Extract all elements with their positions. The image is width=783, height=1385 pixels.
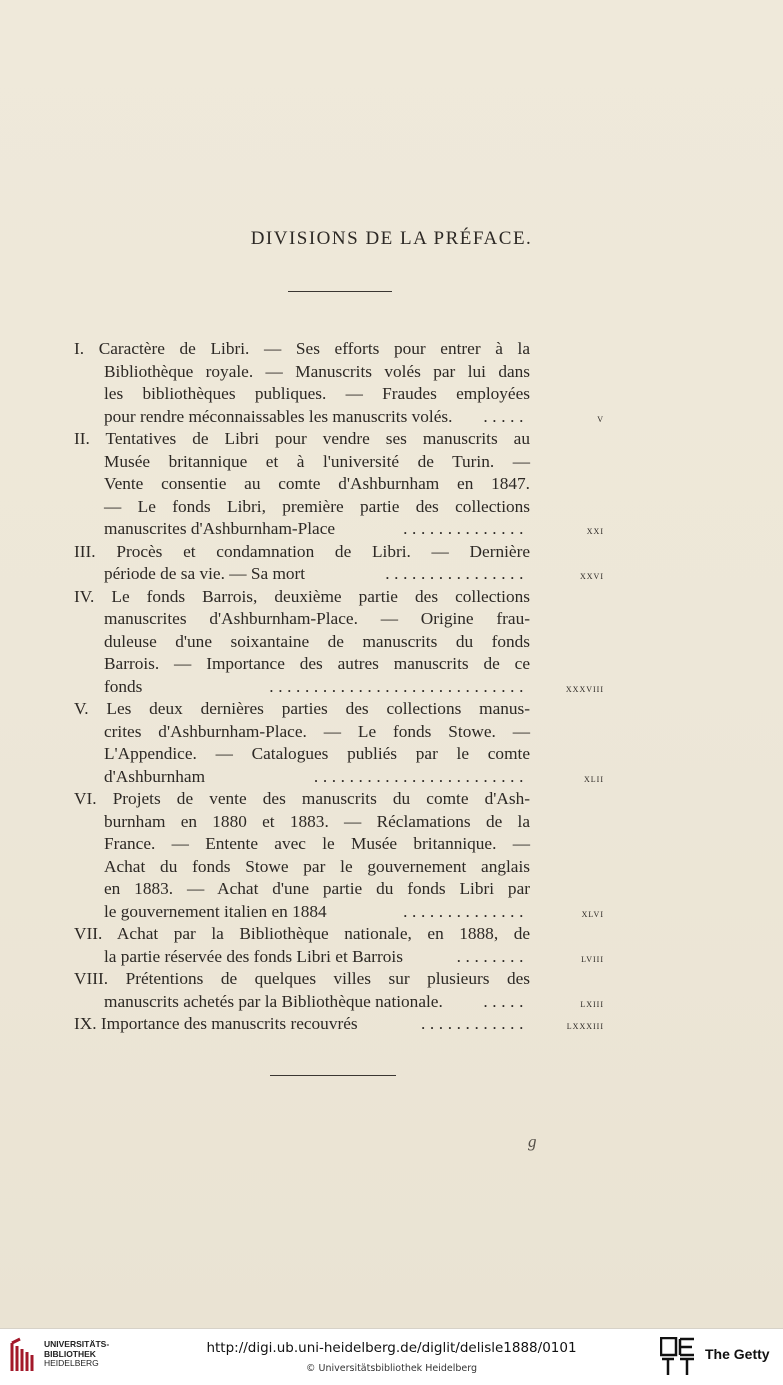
toc-line-text <box>104 383 530 406</box>
toc-line-text <box>104 451 530 474</box>
toc-line <box>74 496 604 519</box>
toc-line <box>74 968 604 991</box>
toc-entry-text: pour rendre méconnaissables les manuscrits volés. <box>104 406 453 426</box>
toc-line-text <box>74 1013 358 1036</box>
toc-entry <box>74 586 604 699</box>
toc-entry-text: Les deux dernières parties des collections manus- <box>106 699 530 718</box>
toc-entry <box>74 698 604 788</box>
toc-line <box>74 923 604 946</box>
toc-entry-text: Vente consentie au comte d'Ashburnham en 1847. <box>104 474 530 493</box>
toc-entry <box>74 338 604 428</box>
toc-entry <box>74 923 604 968</box>
toc-line <box>74 878 604 901</box>
toc-line-text <box>104 743 530 766</box>
partner-name: The Getty <box>705 1346 770 1362</box>
toc-line-text <box>104 833 530 856</box>
toc-line <box>74 631 604 654</box>
toc-entry-number: VI. <box>74 789 97 808</box>
toc-line-text <box>74 338 530 361</box>
toc-page-number: lviii <box>581 952 604 965</box>
toc-line-text <box>74 698 530 721</box>
toc-entry-number: IX. <box>74 1014 97 1033</box>
toc-line-text <box>74 788 530 811</box>
toc-entry-number: VIII. <box>74 969 109 988</box>
toc-page-number: lxxxiii <box>566 1020 604 1032</box>
library-name-line2: BIBLIOTHEK <box>44 1348 96 1359</box>
toc-entry-text: L'Appendice. — Catalogues publiés par le comte <box>104 744 530 763</box>
toc-line <box>74 833 604 856</box>
toc-entry <box>74 788 604 923</box>
toc-line-text <box>74 586 530 609</box>
toc-entry-text: Musée britannique et à l'université de Turin. — <box>104 451 530 471</box>
copyright-notice: © Universitätsbibliothek Heidelberg <box>305 1363 477 1374</box>
toc-leader-dots: ............................. <box>269 676 528 696</box>
toc-line-text <box>104 563 305 586</box>
footer-bar <box>0 1328 783 1385</box>
toc-entry-text: la partie réservée des fonds Libri et Barrois <box>104 946 403 966</box>
toc-entry-text: Prétentions de quelques villes sur plusieurs des <box>125 969 530 988</box>
toc-entry-text: période de sa vie. — Sa mort <box>104 564 306 583</box>
toc-entry-text: Bibliothèque royale. — Manuscrits volés par lui dans <box>104 361 530 381</box>
toc-line-text <box>104 406 452 429</box>
toc-line <box>74 788 604 811</box>
toc-entry-text: — Le fonds Libri, première partie des collections <box>104 496 530 516</box>
toc-page-number: xxi <box>586 525 604 537</box>
toc-line <box>74 608 604 631</box>
toc-line <box>74 743 604 766</box>
toc-line <box>74 1013 604 1036</box>
toc-line <box>74 766 604 789</box>
toc-line-text <box>104 721 530 744</box>
toc-line-text <box>104 518 335 541</box>
toc-entry-text: Projets de vente des manuscrits du comte d'Ash- <box>112 789 531 808</box>
toc-entry-number: III. <box>74 541 96 561</box>
toc-page-number: v <box>597 412 604 425</box>
toc-entry-text: burnham en 1880 et 1883. — Réclamations de la <box>104 811 530 831</box>
toc-entry-text: manuscrites d'Ashburnham-Place. — Origine frau- <box>104 609 530 628</box>
toc-entry <box>74 1013 604 1036</box>
toc-leader-dots: ........ <box>456 946 528 966</box>
toc-entry-number: I. <box>74 339 85 358</box>
toc-line <box>74 901 604 924</box>
toc-entry-text: Tentatives de Libri pour vendre ses manuscrits au <box>105 429 530 448</box>
toc-line <box>74 406 604 429</box>
toc-line-text <box>74 968 530 991</box>
toc-page-number: xlii <box>584 772 604 785</box>
toc-entry <box>74 428 604 541</box>
toc-entry-number: IV. <box>74 586 95 606</box>
toc-line <box>74 721 604 744</box>
toc-entry-text: duleuse d'une soixantaine de manuscrits du fonds <box>104 631 530 651</box>
toc-line <box>74 451 604 474</box>
library-name-line3: HEIDELBERG <box>44 1358 99 1368</box>
toc-line-text <box>104 496 530 519</box>
toc-line <box>74 338 604 361</box>
toc-line <box>74 383 604 406</box>
toc-line-text <box>104 653 530 676</box>
toc-line-text <box>104 766 205 789</box>
table-of-contents <box>74 338 604 1036</box>
toc-line <box>74 946 604 969</box>
toc-line <box>74 676 604 699</box>
toc-leader-dots: ............ <box>420 1014 528 1033</box>
toc-leader-dots: ........................ <box>313 766 528 786</box>
toc-entry-text: Importance des manuscrits recouvrés <box>100 1014 358 1033</box>
toc-page-number: xlvi <box>581 907 604 920</box>
toc-line-text <box>74 923 530 946</box>
toc-line-text <box>104 991 443 1014</box>
toc-entry-text: fonds <box>104 676 143 696</box>
toc-line <box>74 541 604 564</box>
toc-entry-number: VII. <box>74 924 103 943</box>
toc-line <box>74 811 604 834</box>
toc-line-text <box>104 608 530 631</box>
toc-entry-text: Procès et condamnation de Libri. — Dernière <box>116 541 530 561</box>
page-title: DIVISIONS DE LA PRÉFACE. <box>250 228 533 249</box>
toc-entry-number: V. <box>74 699 89 718</box>
toc-entry <box>74 968 604 1013</box>
toc-entry-text: Caractère de Libri. — Ses efforts pour entrer à la <box>98 339 530 358</box>
toc-line-text <box>104 946 403 969</box>
toc-line <box>74 361 604 384</box>
toc-leader-dots: ..... <box>483 406 528 426</box>
toc-page-number: xxvi <box>580 570 604 582</box>
permalink-url[interactable]: http://digi.ub.uni-heidelberg.de/diglit/delisle1888/0101 <box>206 1340 577 1356</box>
toc-entry-text: Le fonds Barrois, deuxième partie des collections <box>111 586 530 606</box>
toc-entry-text: manuscrits achetés par la Bibliothèque nationale. <box>104 991 443 1011</box>
toc-entry-text: les bibliothèques publiques. — Fraudes employées <box>104 384 530 403</box>
toc-line-text <box>104 811 530 834</box>
toc-leader-dots: ................ <box>385 564 528 583</box>
toc-leader-dots: .............. <box>403 901 528 921</box>
toc-entry <box>74 541 604 586</box>
toc-line <box>74 563 604 586</box>
toc-entry-text: le gouvernement italien en 1884 <box>104 901 327 921</box>
toc-line-text <box>74 541 530 564</box>
toc-line-text <box>104 473 530 496</box>
toc-entry-text: manuscrites d'Ashburnham-Place <box>104 519 336 538</box>
bottom-divider-rule <box>270 1075 396 1076</box>
toc-line <box>74 428 604 451</box>
toc-line <box>74 473 604 496</box>
toc-line-text <box>104 361 530 384</box>
toc-entry-text: d'Ashburnham <box>104 766 206 786</box>
getty-logo-icon <box>660 1337 696 1377</box>
toc-entry-number: II. <box>74 429 90 448</box>
toc-line <box>74 586 604 609</box>
toc-line <box>74 653 604 676</box>
toc-entry-text: Barrois. — Importance des autres manuscrits de ce <box>104 654 530 673</box>
toc-page-number: lxiii <box>580 997 604 1010</box>
toc-entry-text: Achat par la Bibliothèque nationale, en 1888, de <box>116 924 530 943</box>
toc-line <box>74 856 604 879</box>
toc-line-text <box>104 856 530 879</box>
toc-line-text <box>104 676 142 699</box>
toc-line-text <box>104 901 327 924</box>
toc-entry-text: France. — Entente avec le Musée britannique. — <box>104 834 530 853</box>
toc-entry-text: Achat du fonds Stowe par le gouvernement anglais <box>104 856 530 876</box>
toc-line-text <box>74 428 530 451</box>
toc-entry-text: en 1883. — Achat d'une partie du fonds Libri par <box>104 879 530 898</box>
toc-leader-dots: ..... <box>483 991 528 1011</box>
toc-entry-text: crites d'Ashburnham-Place. — Le fonds Stowe. — <box>104 721 530 741</box>
toc-page-number: xxxviii <box>565 682 604 695</box>
toc-line <box>74 518 604 541</box>
toc-leader-dots: .............. <box>403 519 528 538</box>
toc-line-text <box>104 631 530 654</box>
toc-line <box>74 698 604 721</box>
toc-line <box>74 991 604 1014</box>
library-name-line1: UNIVERSITÄTS- <box>44 1339 110 1349</box>
signature-mark: g <box>528 1132 537 1151</box>
top-divider-rule <box>288 291 392 292</box>
toc-line-text <box>104 878 530 901</box>
